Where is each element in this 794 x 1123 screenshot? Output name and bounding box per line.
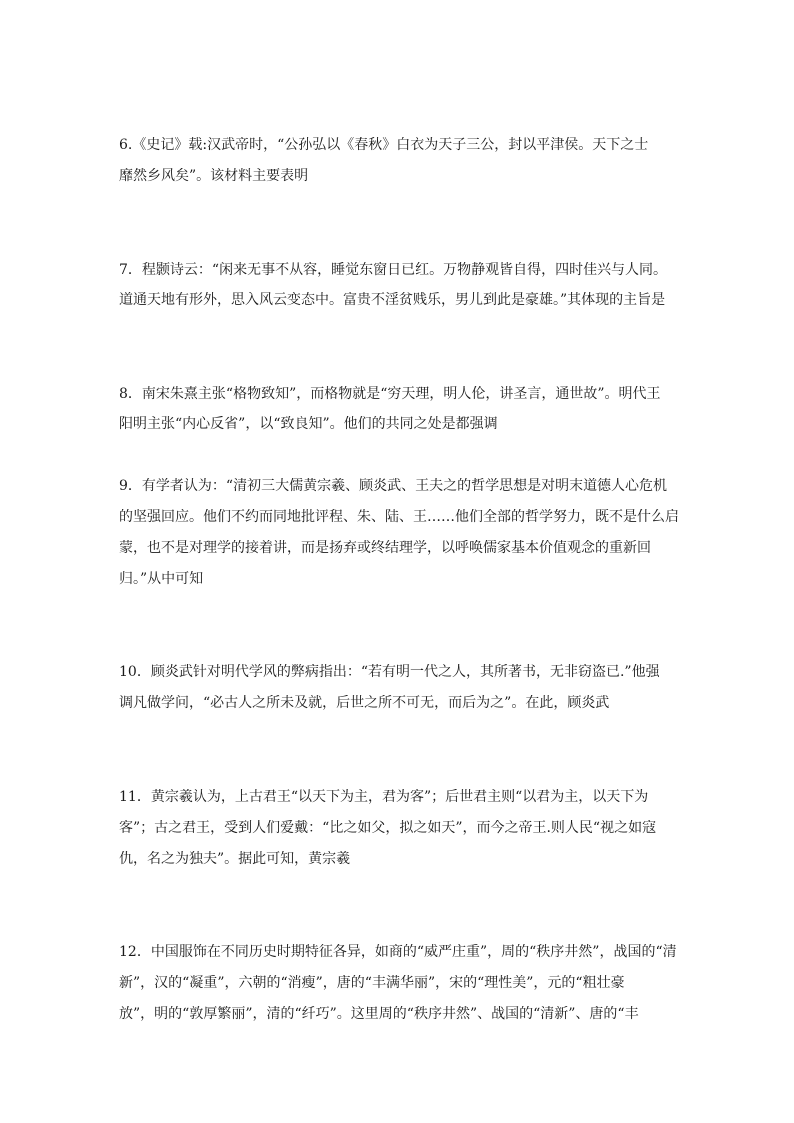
question-stem-line: 蒙，也不是对理学的接着讲，而是扬弃或终结理学，以呼唤儒家基本价值观念的重新回: [119, 540, 651, 556]
question-stem-line: 6.《史记》载:汉武帝时，“公孙弘以《春秋》白衣为天子三公，封以平津侯。天下之士: [119, 137, 649, 153]
question-stem-line: 12．中国服饰在不同历史时期特征各异，如商的“威严庄重”，周的“秩序井然”，战国的“清: [119, 944, 677, 960]
question-stem-line: 放”，明的“敦厚繁丽”，清的“纤巧”。这里周的“秩序井然”、战国的“清新”、唐的“丰: [119, 1006, 639, 1022]
question-stem-line: 调凡做学问，“必古人之所未及就，后世之所不可无，而后为之”。在此，顾炎武: [119, 695, 610, 711]
question-stem-line: 新”，汉的“凝重”，六朝的“消瘦”，唐的“丰满华丽”，宋的“理性美”，元的“粗壮豪: [119, 975, 625, 991]
question-stem-line: 9．有学者认为：“清初三大儒黄宗羲、顾炎武、王夫之的哲学思想是对明末道德人心危机: [119, 478, 668, 494]
question-stem-line: 11．黄宗羲认为，上古君王“以天下为主，君为客”；后世君主则“以君为主，以天下为: [119, 789, 649, 805]
question-stem-line: 靡然乡风矣”。该材料主要表明: [119, 168, 309, 184]
question-stem-line: 客”；古之君王，受到人们爱戴：“比之如父，拟之如天”，而今之帝王.则人民“视之如寇: [119, 820, 657, 836]
question-stem-line: 的坚强回应。他们不约而同地批评程、朱、陆、王……他们全部的哲学努力，既不是什么启: [119, 509, 679, 525]
question-stem-line: 7．程颢诗云：“闲来无事不从容，睡觉东窗日已红。万物静观皆自得，四时佳兴与人同。: [119, 262, 668, 278]
question-stem-line: 阳明主张“内心反省”，以“致良知”。他们的共同之处是都强调: [119, 416, 498, 432]
question-stem-line: 道通天地有形外，思入风云变态中。富贵不淫贫贱乐，男儿到此是豪雄。”其体现的主旨是: [119, 292, 666, 308]
question-stem-line: 归。”从中可知: [119, 571, 204, 587]
question-stem-line: 8．南宋朱熹主张“格物致知”，而格物就是“穷天理，明人伦，讲圣言，通世故”。明代王: [119, 386, 661, 402]
question-stem-line: 仇，名之为独夫”。据此可知，黄宗羲: [119, 851, 351, 867]
question-stem-line: 10．顾炎武针对明代学风的弊病指出：“若有明一代之人，其所著书，无非窃盗已.”他强: [119, 664, 660, 680]
